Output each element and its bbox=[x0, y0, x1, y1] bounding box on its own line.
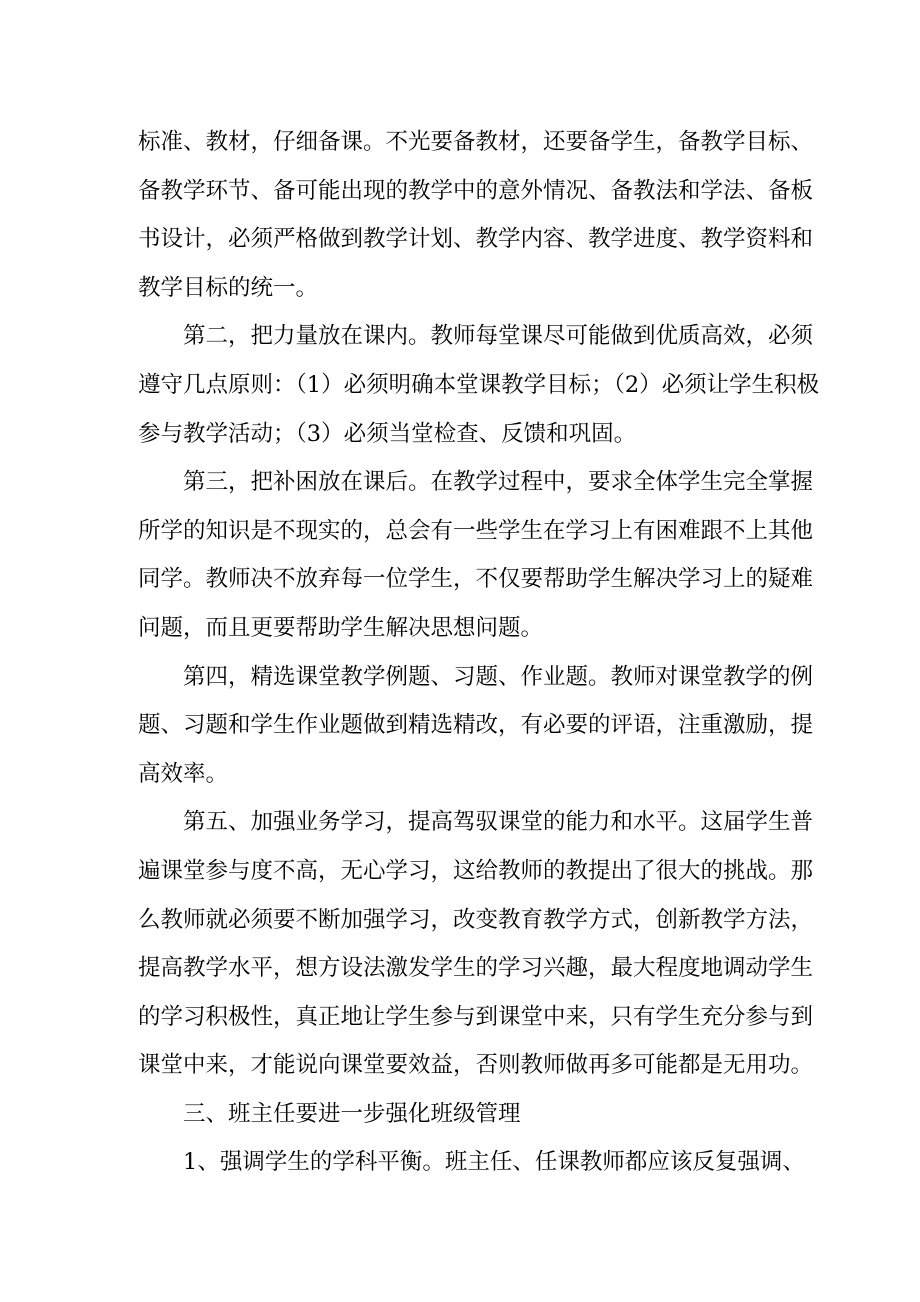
paragraph-start-line: 第二，把力量放在课内。教师每堂课尽可能做到优质高效，必须 bbox=[183, 323, 814, 350]
text-line: 参与教学活动；（3）必须当堂检查、反馈和巩固。 bbox=[138, 420, 637, 447]
document-body bbox=[138, 118, 820, 1187]
text-line: 备教学环节、备可能出现的教学中的意外情况、备教法和学法、备板 bbox=[138, 177, 814, 204]
text-line: 问题，而且更要帮助学生解决思想问题。 bbox=[138, 614, 544, 641]
text-line: 的学习积极性，真正地让学生参与到课堂中来，只有学生充分参与到 bbox=[138, 1003, 814, 1030]
text-line: 所学的知识是不现实的，总会有一些学生在学习上有困难跟不上其他 bbox=[138, 517, 814, 544]
paragraph-start-line: 第四，精选课堂教学例题、习题、作业题。教师对课堂教学的例 bbox=[183, 663, 814, 690]
paragraph-start-line: 1、强调学生的学科平衡。班主任、任课教师都应该反复强调、 bbox=[183, 1149, 805, 1176]
text-line: 遍课堂参与度不高，无心学习，这给教师的教提出了很大的挑战。那 bbox=[138, 857, 814, 884]
text-line: 遵守几点原则：（1）必须明确本堂课教学目标；（2）必须让学生积极 bbox=[138, 371, 820, 398]
text-line: 么教师就必须要不断加强学习，改变教育教学方式，创新教学方法， bbox=[138, 906, 814, 933]
text-line: 教学目标的统一。 bbox=[138, 274, 319, 301]
text-line: 高效率。 bbox=[138, 760, 229, 787]
text-line: 提高教学水平，想方设法激发学生的学习兴趣，最大程度地调动学生 bbox=[138, 955, 814, 982]
paragraph-start-line: 第五、加强业务学习，提高驾驭课堂的能力和水平。这届学生普 bbox=[183, 809, 814, 836]
text-line: 同学。教师决不放弃每一位学生，不仅要帮助学生解决学习上的疑难 bbox=[138, 566, 814, 593]
text-line: 题、习题和学生作业题做到精选精改，有必要的评语，注重激励，提 bbox=[138, 712, 814, 739]
text-line: 书设计，必须严格做到教学计划、教学内容、教学进度、教学资料和 bbox=[138, 226, 814, 253]
paragraph-start-line: 第三，把补困放在课后。在教学过程中，要求全体学生完全掌握 bbox=[183, 469, 814, 496]
section-heading: 三、班主任要进一步强化班级管理 bbox=[183, 1100, 521, 1127]
text-line: 标准、教材，仔细备课。不光要备教材，还要备学生，备教学目标、 bbox=[138, 129, 814, 155]
text-line: 课堂中来，才能说向课堂要效益，否则教师做再多可能都是无用功。 bbox=[138, 1052, 814, 1079]
